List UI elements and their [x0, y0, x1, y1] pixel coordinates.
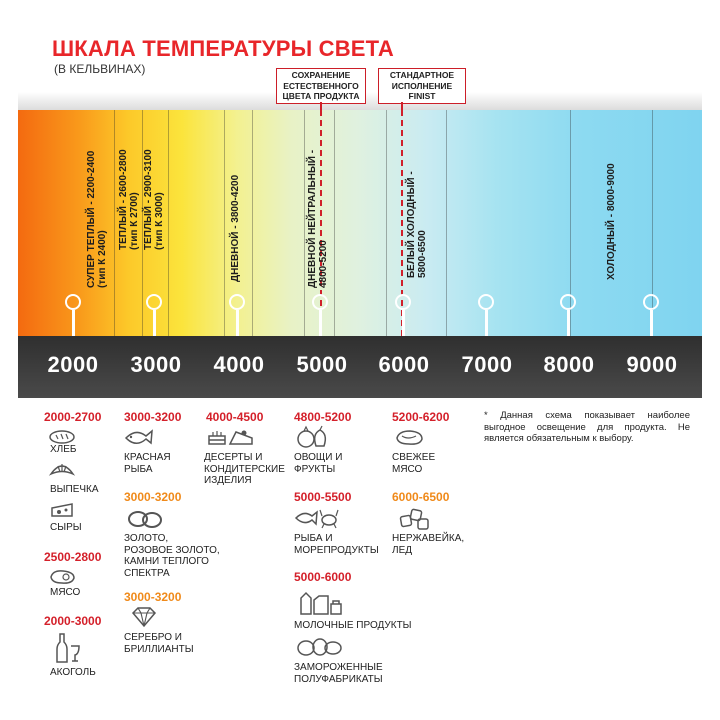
item-label: ЗАМОРОЖЕННЫЕ ПОЛУФАБРИКАТЫ: [294, 662, 383, 685]
scale-tick-label: 6000: [378, 352, 430, 377]
scale-tick-label: 5000: [296, 352, 348, 377]
item-label: КРАСНАЯ РЫБА: [124, 452, 171, 475]
range-2000-2700: 2000-2700: [44, 410, 102, 424]
range-3000-3200-silver: 3000-3200: [124, 590, 182, 604]
item-label: МОЛОЧНЫЕ ПРОДУКТЫ: [294, 620, 412, 631]
item-label: СВЕЖЕЕ МЯСО: [392, 452, 436, 475]
croissant-icon: [48, 460, 76, 478]
bread-icon: [48, 428, 76, 444]
callout-finist-standard: СТАНДАРТНОЕ ИСПОЛНЕНИЕ FINIST: [378, 68, 466, 104]
dashed-line-natural-top: [320, 102, 322, 110]
band-divider: [252, 110, 253, 336]
scale-pin: [146, 294, 162, 310]
seafood-icon: [294, 506, 340, 530]
band-label-cold-white: БЕЛЫЙ ХОЛОДНЫЙ - 5800-6500: [406, 171, 428, 278]
band-label-warm-3000: ТЕПЛЫЙ - 2900-3100 (тип К 3000): [143, 149, 165, 250]
item-label: СЫРЫ: [50, 522, 82, 533]
vegetables-icon: [296, 424, 330, 450]
frozen-food-icon: [296, 634, 344, 658]
scale-pin-stick: [153, 310, 156, 337]
band-label-super-warm: СУПЕР ТЕПЛЫЙ - 2200-2400 (тип К 2400): [86, 150, 108, 288]
item-label: АКОГОЛЬ: [50, 667, 96, 678]
meat-icon: [48, 568, 78, 586]
scale-tick-label: 2000: [47, 352, 99, 377]
range-4000-4500: 4000-4500: [206, 410, 264, 424]
scale-tick-label: 3000: [130, 352, 182, 377]
scale-tick-label: 7000: [461, 352, 513, 377]
band-label-daylight-neutral: ДНЕВНОЙ НЕЙТРАЛЬНЫЙ - 4800-5200: [307, 149, 329, 288]
scale-pin: [643, 294, 659, 310]
scale-tick-label: 4000: [213, 352, 265, 377]
band-divider: [114, 110, 115, 336]
callout-natural-color: СОХРАНЕНИЕ ЕСТЕСТВЕННОГО ЦВЕТА ПРОДУКТА: [276, 68, 366, 104]
cake-icon: [206, 424, 254, 448]
scale-pin-stick: [485, 310, 488, 337]
band-label-cold: ХОЛОДНЫЙ - 8000-9000: [606, 163, 617, 280]
scale-tick-label: 9000: [626, 352, 678, 377]
band-label-warm-2700: ТЕПЛЫЙ - 2600-2800 (тип К 2700): [118, 149, 140, 250]
scale-pin: [65, 294, 81, 310]
bottle-icon: [54, 632, 82, 664]
scale-pin-stick: [72, 310, 75, 337]
footnote: * Данная схема показывает наиболее выгодное освещение для продукта. Не является обязательным к выбору.: [484, 410, 690, 444]
range-4800-5200: 4800-5200: [294, 410, 352, 424]
band-divider: [168, 110, 169, 336]
item-label: НЕРЖАВЕЙКА, ЛЕД: [392, 533, 465, 556]
steak-icon: [394, 428, 426, 448]
band-label-daylight: ДНЕВНОЙ - 3800-4200: [230, 174, 241, 282]
fish-icon: [124, 426, 154, 448]
item-label: ДЕСЕРТЫ И КОНДИТЕРСКИЕ ИЗДЕЛИЯ: [204, 452, 285, 486]
scale-tick-label: 8000: [543, 352, 595, 377]
scale-pin-stick: [567, 310, 570, 337]
scale-pin: [229, 294, 245, 310]
milk-icon: [298, 590, 344, 616]
band-divider: [224, 110, 225, 336]
cheese-icon: [50, 500, 76, 520]
rings-icon: [126, 508, 166, 530]
range-3000-3200-gold: 3000-3200: [124, 490, 182, 504]
scale-pin: [395, 294, 411, 310]
range-2500-2800: 2500-2800: [44, 550, 102, 564]
band-divider: [386, 110, 387, 336]
range-3000-3200-red-fish: 3000-3200: [124, 410, 182, 424]
range-5000-6000: 5000-6000: [294, 570, 352, 584]
scale-pin-stick: [319, 310, 322, 337]
band-divider: [334, 110, 335, 336]
page-title: ШКАЛА ТЕМПЕРАТУРЫ СВЕТА: [52, 36, 395, 61]
ice-cubes-icon: [398, 508, 432, 532]
band-divider: [304, 110, 305, 336]
item-label: РЫБА И МОРЕПРОДУКТЫ: [294, 533, 379, 556]
scale-pin-stick: [236, 310, 239, 337]
range-6000-6500: 6000-6500: [392, 490, 450, 504]
band-divider: [446, 110, 447, 336]
range-2000-3000: 2000-3000: [44, 614, 102, 628]
dashed-line-finist-top: [401, 102, 403, 110]
scale-pin: [312, 294, 328, 310]
item-label: ЗОЛОТО, РОЗОВОЕ ЗОЛОТО, КАМНИ ТЕПЛОГО СПЕКТРА: [124, 533, 220, 579]
range-5200-6200: 5200-6200: [392, 410, 450, 424]
item-label: МЯСО: [50, 587, 81, 598]
diamond-icon: [130, 606, 158, 628]
item-label: ВЫПЕЧКА: [50, 484, 99, 495]
scale-pin-stick: [650, 310, 653, 337]
item-label: ХЛЕБ: [50, 444, 77, 455]
scale-pin: [478, 294, 494, 310]
scale-pin: [560, 294, 576, 310]
range-5000-5500: 5000-5500: [294, 490, 352, 504]
item-label: ОВОЩИ И ФРУКТЫ: [294, 452, 343, 475]
scale-pin-stick: [402, 310, 405, 337]
item-label: СЕРЕБРО И БРИЛЛИАНТЫ: [124, 632, 194, 655]
page-subtitle: (В КЕЛЬВИНАХ): [54, 62, 146, 76]
